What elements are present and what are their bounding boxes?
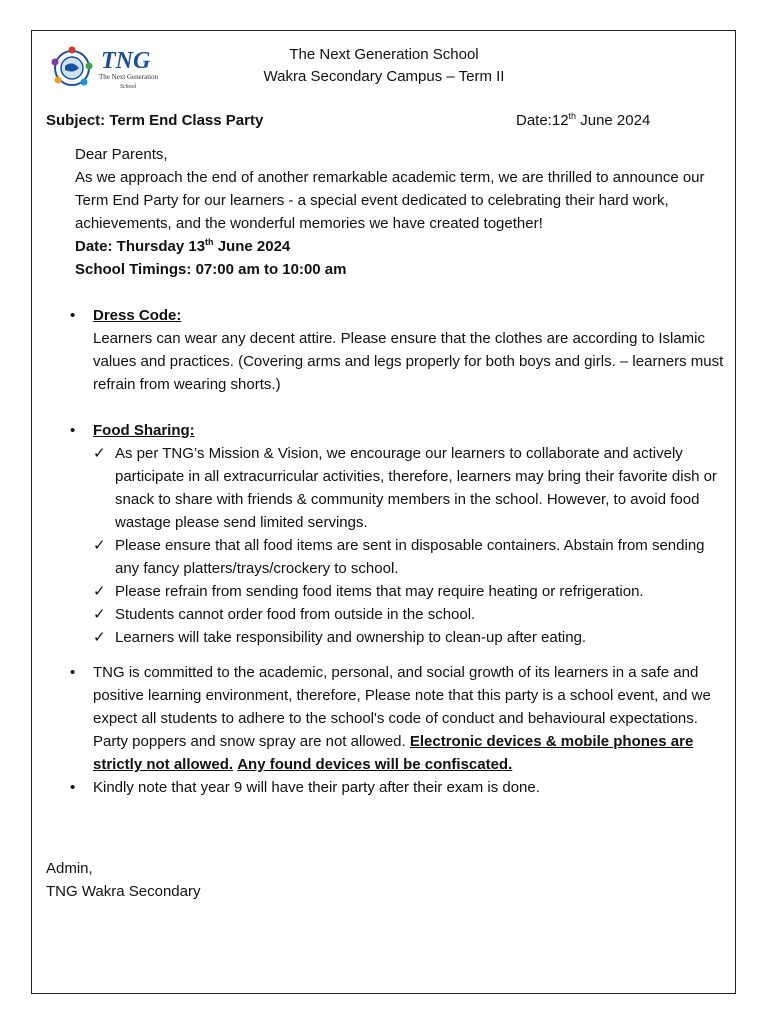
conduct-text: TNG is committed to the academic, personal, and social growth of its learners in a safe and positive learning environment, therefore, Please note that this party is a school event, and we expect all students to adhere to the school's code of conduct and behavioural expectations. Party poppers and snow spray are not allowed.	[93, 664, 711, 750]
school-timings: School Timings: 07:00 am to 10:00 am	[75, 261, 347, 278]
checkmark-icon: ✓	[93, 583, 106, 600]
letterhead	[200, 44, 568, 88]
svg-text:TNG: TNG	[101, 48, 151, 74]
list-item: ✓ As per TNG’s Mission & Vision, we encourage our learners to collaborate and actively participate in all extracurricular activities, therefore, learners may bring their favorite dish or snack to share with friends & community members in the school. However, to avoid food wastage please send limited servings.	[75, 442, 725, 534]
checkmark-icon: ✓	[93, 537, 106, 554]
signature-block	[46, 857, 201, 903]
list-item: ✓ Students cannot order food from outside in the school.	[75, 603, 725, 626]
food-sharing-section	[70, 419, 725, 442]
conduct-section	[70, 661, 725, 776]
bullet-icon: •	[70, 422, 76, 439]
devices-warning: Electronic devices & mobile phones are strictly not allowed.	[93, 733, 694, 773]
svg-text:The Next Generation: The Next Generation	[99, 73, 159, 81]
subject-row	[46, 110, 676, 132]
school-logo	[46, 40, 162, 96]
signature-school: TNG Wakra Secondary	[46, 883, 201, 900]
signature-admin: Admin,	[46, 860, 93, 877]
intro-paragraph: As we approach the end of another remarkable academic term, we are thrilled to announce our Term End Party for our learners - a special event dedicated to celebrating their hard work, achievements, and the wonderful memories we have created together!	[75, 169, 705, 232]
letter-body	[70, 143, 725, 799]
food-sharing-title: Food Sharing:	[93, 422, 195, 439]
event-date: Date: Thursday 13th June 2024	[75, 237, 291, 255]
campus-term: Wakra Secondary Campus – Term II	[263, 68, 505, 85]
list-item: ✓ Please ensure that all food items are sent in disposable containers. Abstain from sending any fancy platters/trays/crockery to school.	[75, 534, 725, 580]
letter-date: Date:12th June 2024	[516, 111, 651, 129]
svg-text:School: School	[120, 84, 137, 90]
bullet-icon: •	[70, 664, 76, 681]
bullet-icon: •	[70, 307, 76, 324]
checkmark-icon: ✓	[93, 629, 106, 646]
dress-code-text: Learners can wear any decent attire. Please ensure that the clothes are according to Islamic values and practices. (Covering arms and legs properly for both boys and girls. – learners must refrain from wearing shorts.)	[93, 330, 724, 393]
dress-code-section	[70, 304, 725, 396]
list-item: ✓ Please refrain from sending food items that may require heating or refrigeration.	[75, 580, 725, 603]
list-item: ✓ Learners will take responsibility and ownership to clean-up after eating.	[75, 626, 725, 649]
school-name: The Next Generation School	[289, 46, 479, 63]
checkmark-icon: ✓	[93, 445, 106, 462]
dress-code-title: Dress Code:	[93, 307, 182, 324]
bullet-icon: •	[70, 779, 76, 796]
globe-logo-icon	[46, 40, 162, 96]
confiscation-warning: Any found devices will be confiscated.	[237, 756, 513, 773]
year9-section	[70, 776, 725, 799]
subject: Subject: Term End Class Party	[46, 112, 264, 129]
year9-note: Kindly note that year 9 will have their party after their exam is done.	[93, 779, 540, 796]
greeting: Dear Parents,	[75, 146, 168, 163]
checkmark-icon: ✓	[93, 606, 106, 623]
